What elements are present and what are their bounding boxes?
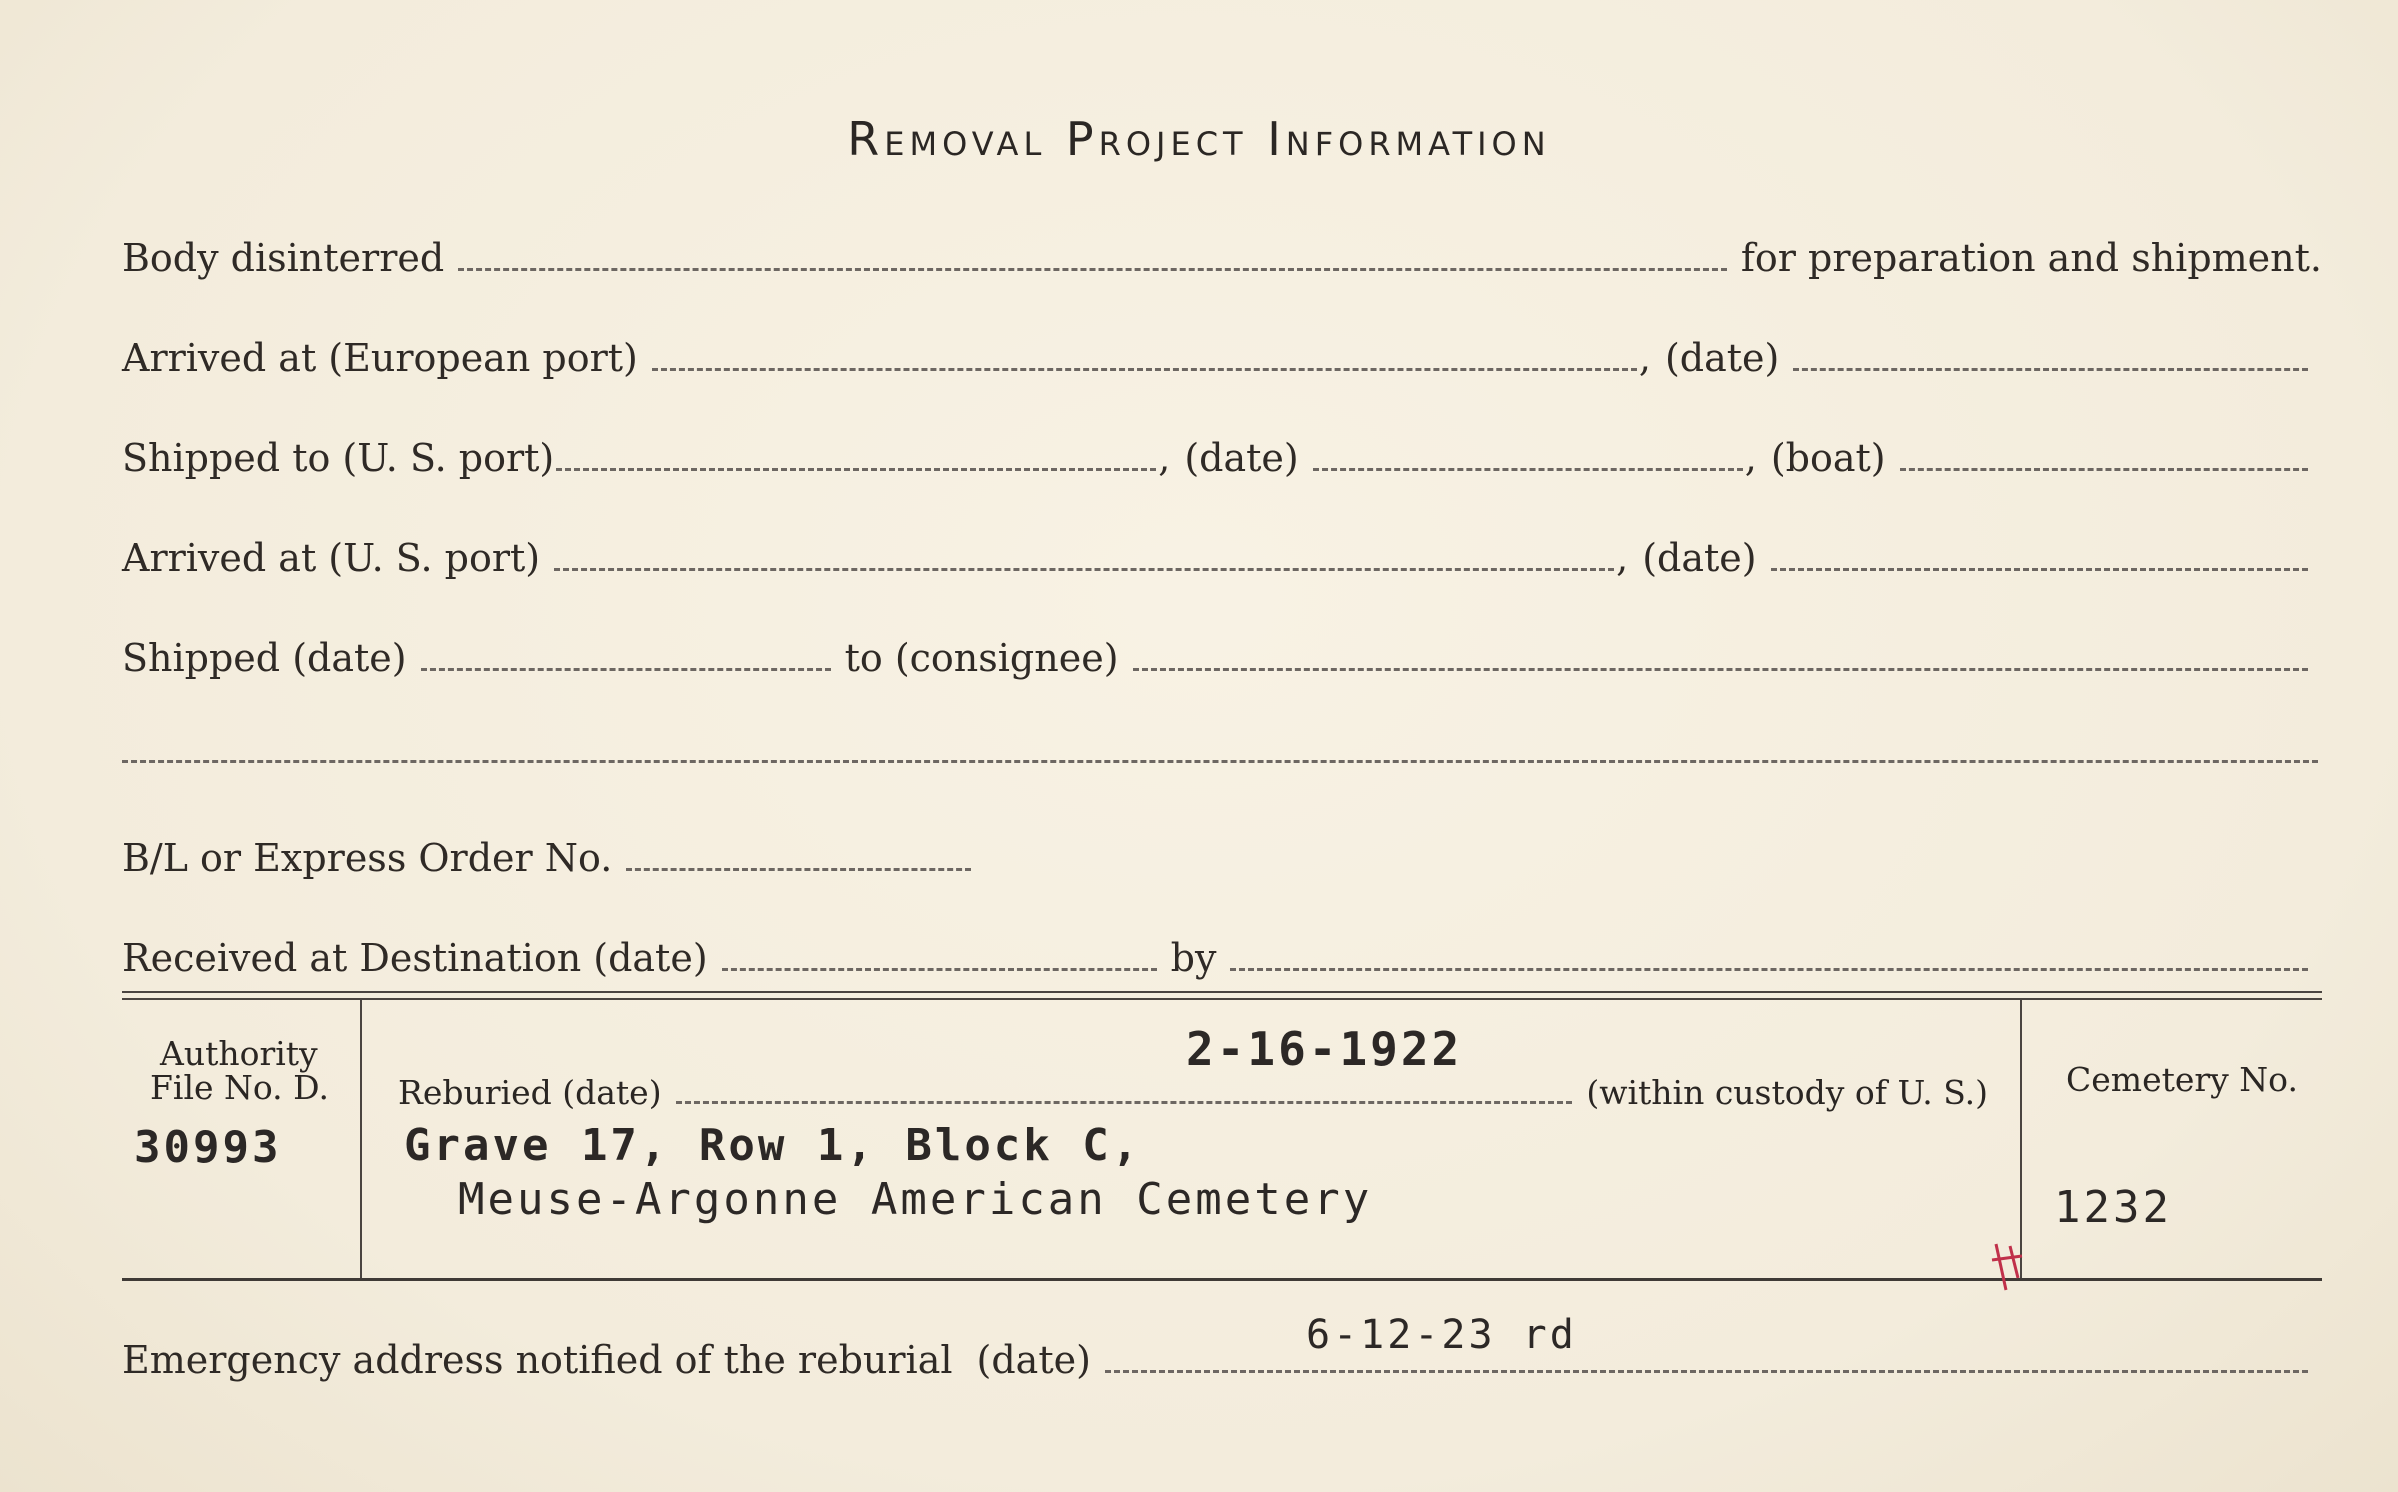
label-body-disinterred: Body disinterred: [122, 236, 445, 280]
label-emergency-address: Emergency address notified of the reburial: [122, 1338, 953, 1382]
label-received-destination: Received at Destination (date): [122, 936, 708, 980]
dotted-line: [1771, 568, 2308, 571]
comma: ,: [1158, 436, 1171, 480]
dotted-line: [421, 668, 831, 671]
label-date: (date): [1184, 436, 1299, 480]
label-arrived-european-port: Arrived at (European port): [122, 336, 638, 380]
red-check-mark-icon: [1988, 1238, 2028, 1298]
row-arrived-us: [122, 528, 2322, 580]
dotted-line: [556, 468, 1156, 471]
authority-label-2: File No. D.: [150, 1068, 329, 1107]
dotted-line: [626, 868, 971, 871]
divider-left: [360, 1000, 362, 1278]
dotted-line: [1133, 668, 2308, 671]
comma: ,: [1744, 436, 1757, 480]
grave-location-line-1: Grave 17, Row 1, Block C,: [404, 1120, 1142, 1171]
label-shipped-to-us-port: Shipped to (U. S. port): [122, 436, 555, 480]
label-reburied-date: Reburied (date): [398, 1073, 662, 1112]
row-shipped-date: [122, 628, 2322, 680]
label-to-consignee: to (consignee): [844, 636, 1119, 680]
reburied-date-value: 2-16-1922: [1186, 1022, 1463, 1076]
label-shipped-date: Shipped (date): [122, 636, 407, 680]
row-received: [122, 928, 2322, 980]
emergency-date-value: 6-12-23 rd: [1306, 1312, 1577, 1358]
label-emergency-date: (date): [976, 1338, 1091, 1382]
label-within-custody: (within custody of U. S.): [1586, 1073, 1988, 1112]
grave-location-line-2: Meuse-Argonne American Cemetery: [458, 1174, 1373, 1225]
cemetery-label: Cemetery No.: [2066, 1060, 2298, 1099]
label-arrived-us-port: Arrived at (U. S. port): [122, 536, 541, 580]
card-title: Removal Project Information: [847, 112, 1551, 166]
row-arrived-european: [122, 328, 2322, 380]
dotted-line-blank: [122, 760, 2318, 763]
label-date: (date): [1642, 536, 1757, 580]
rule-top-2: [122, 998, 2322, 1000]
dotted-line: [1793, 368, 2308, 371]
dotted-line: [676, 1101, 1573, 1104]
label-for-preparation: for preparation and shipment.: [1740, 236, 2322, 280]
row-shipped-to: [122, 428, 2322, 480]
dotted-line: [1105, 1370, 2308, 1373]
row-reburied: [398, 1066, 1988, 1112]
row-bl-order: [122, 828, 2322, 880]
authority-file-number: 30993: [134, 1122, 282, 1173]
label-boat: (boat): [1770, 436, 1886, 480]
dotted-line: [652, 368, 1637, 371]
dotted-line: [554, 568, 1614, 571]
label-bl-express-order: B/L or Express Order No.: [122, 836, 613, 880]
row-body-disinterred: [122, 228, 2322, 280]
label-by: by: [1170, 936, 1217, 980]
comma: ,: [1616, 536, 1629, 580]
cemetery-number: 1232: [2054, 1182, 2172, 1233]
rule-top-1: [122, 991, 2322, 993]
comma: ,: [1638, 336, 1651, 380]
divider-right: [2020, 1000, 2022, 1278]
dotted-line: [458, 268, 1727, 271]
label-date: (date): [1664, 336, 1780, 380]
dotted-line: [1313, 468, 1743, 471]
dotted-line: [1230, 968, 2308, 971]
row-emergency: [122, 1330, 2322, 1382]
dotted-line: [722, 968, 1157, 971]
authority-label-1: Authority: [160, 1034, 318, 1073]
dotted-line: [1900, 468, 2308, 471]
